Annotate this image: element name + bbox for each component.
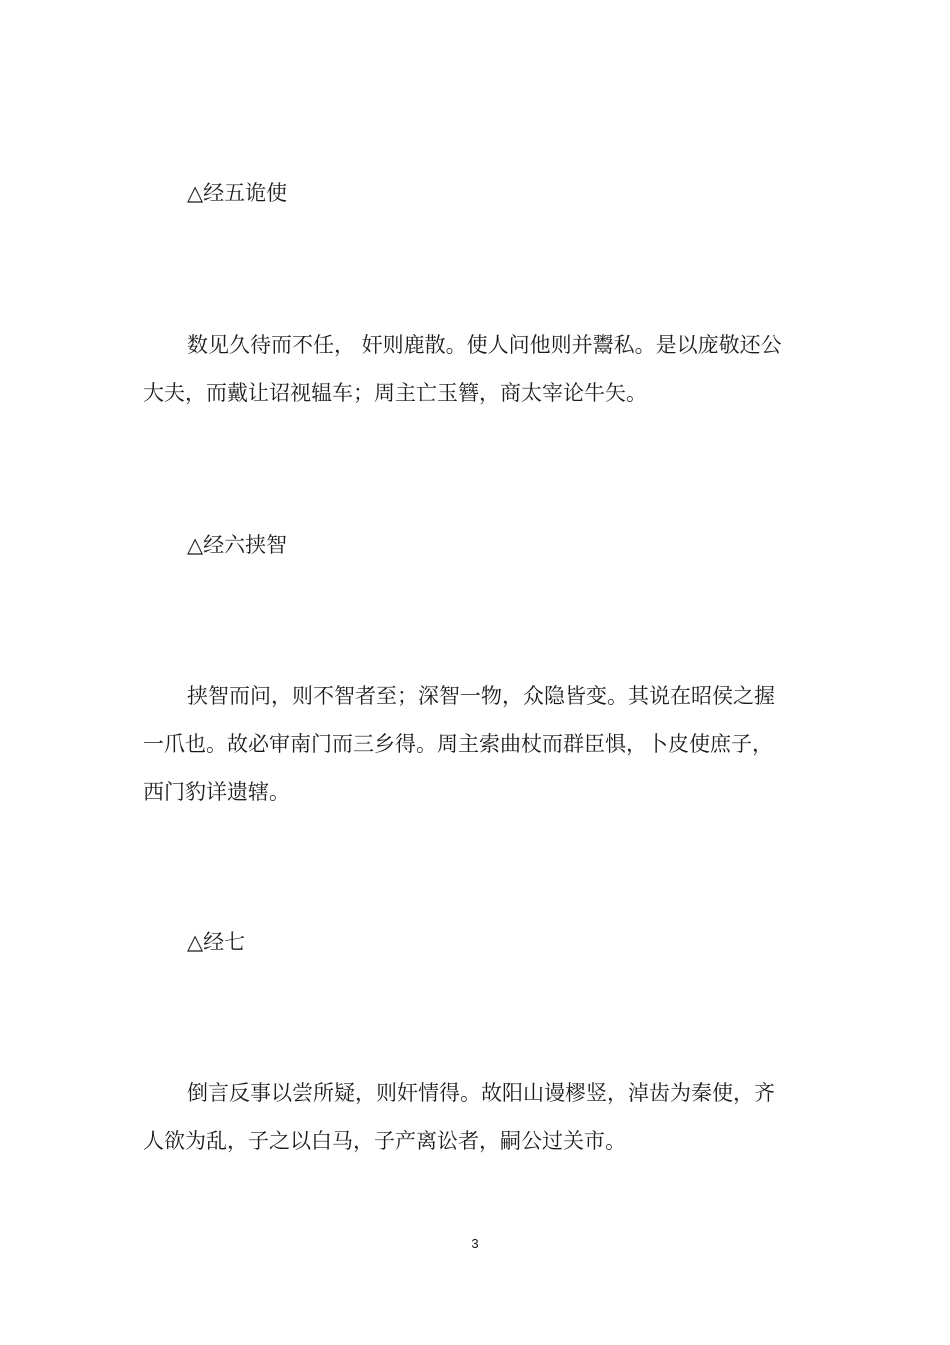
section-paragraph xyxy=(143,684,793,804)
paragraph-line: 倒言反事以尝所疑，则奸情得。故阳山谩樛竖，淖齿为秦使，齐 xyxy=(187,1081,775,1105)
section-paragraph xyxy=(143,1081,793,1153)
paragraph-line: 挟智而问，则不智者至；深智一物，众隐皆变。其说在昭侯之握 xyxy=(187,684,775,708)
section-heading: △经七 xyxy=(187,930,246,954)
page-number: 3 xyxy=(471,1236,479,1251)
paragraph-line: 人欲为乱，子之以白马，子产离讼者，嗣公过关市。 xyxy=(143,1129,626,1153)
section-paragraph xyxy=(143,333,793,405)
paragraph-line: 西门豹详遗辖。 xyxy=(143,780,290,804)
paragraph-line: 大夫，而戴让诏视辒车；周主亡玉簪，商太宰论牛矢。 xyxy=(143,381,647,405)
paragraph-line: 一爪也。故必审南门而三乡得。周主索曲杖而群臣惧，卜皮使庶子， xyxy=(143,732,773,756)
paragraph-line: 数见久待而不任， 奸则鹿散。使人问他则并鬻私。是以庞敬还公 xyxy=(187,333,782,357)
section-heading: △经五诡使 xyxy=(187,181,288,205)
section-heading: △经六挟智 xyxy=(187,533,288,557)
